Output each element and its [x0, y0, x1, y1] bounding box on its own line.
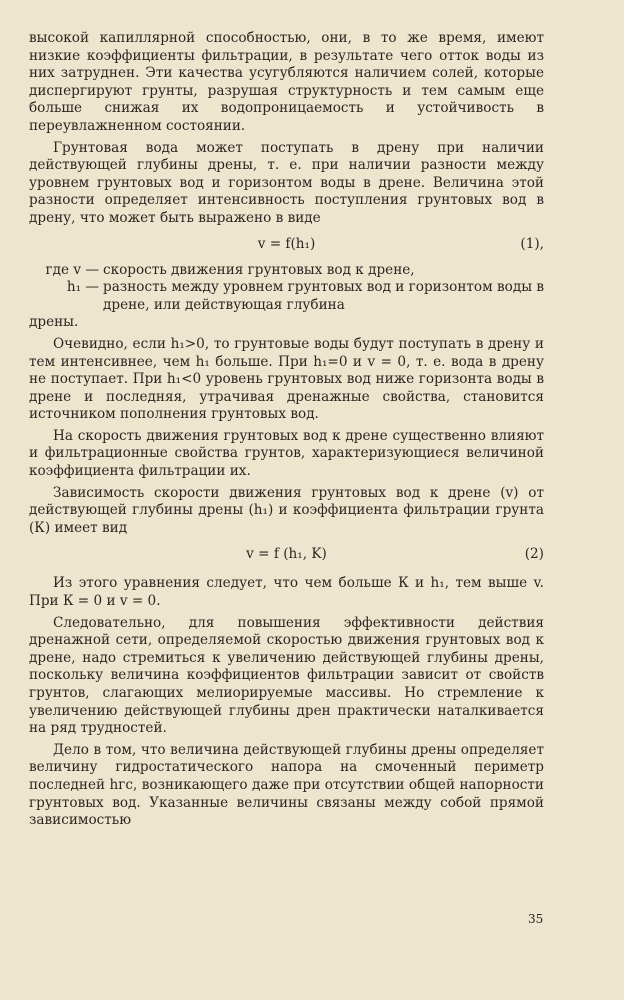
definition-h1 [29, 279, 544, 314]
paragraph-6: Из этого уравнения следует, что чем больше К и h₁, тем выше v. При К = 0 и v = 0. [29, 575, 544, 610]
formula-2-expression: v = f (h₁, K) [246, 545, 327, 562]
definition-h1-term: h₁ — [66, 279, 99, 296]
paragraph-7: Следовательно, для повышения эффективности действия дренажной сети, определяемой скоростью движения грунтовых вод к дрене, надо стремиться к увеличению действующей глубины дрены, поскольку величина коэффициентов фильтрации зависит от свойств грунтов, слагающих мелиорируемые массивы. Но стремление к увеличению действующей глубины дрен практически наталкивается на ряд трудностей. [29, 614, 544, 737]
definition-v-desc: скорость движения грунтовых вод к дрене, [103, 261, 415, 278]
paragraph-3: Очевидно, если h₁>0, то грунтовые воды будут поступать в дрену и тем интенсивнее, чем h₁ больше. При h₁=0 и v = 0, т. е. вода в дрену не поступает. При h₁<0 уровень грунтовых вод ниже горизонта воды в дрене и последняя, утрачивая дренажные свойства, становится источником пополнения грунтовых вод. [29, 335, 544, 423]
definition-v-term: где v — [45, 261, 99, 278]
paragraph-1: высокой капиллярной способностью, они, в то же время, имеют низкие коэффициенты фильтрации, в результате чего отток воды из них затруднен. Эти качества усугубляются наличием солей, которые диспергируют грунты, разрушая структурность и тем самым еще больше снижая их водопроницаемость и устойчивость в переувлажненном состоянии. [29, 30, 544, 134]
definition-v [29, 262, 544, 280]
paragraph-5: Зависимость скорости движения грунтовых вод к дрене (v) от действующей глубины дрены (h₁) и коэффициента фильтрации грунта (К) имеет вид [29, 484, 544, 536]
page-number: 35 [528, 912, 544, 926]
formula-2-number: (2) [524, 545, 544, 562]
formula-1 [29, 228, 544, 262]
formula-1-number: (1), [520, 235, 544, 252]
formula-1-expression: v = f(h₁) [257, 235, 316, 252]
paragraph-4: На скорость движения грунтовых вод к дрене существенно влияют и фильтрационные свойства грунтов, характеризующиеся величиной коэффициента фильтрации их. [29, 427, 544, 480]
formula-2 [29, 537, 544, 571]
definition-h1-desc: разность между уровнем грунтовых вод и горизонтом воды в дрене, или действующая глубина [103, 279, 544, 313]
definition-h1-continuation: дрены. [29, 314, 79, 331]
paragraph-2: Грунтовая вода может поступать в дрену при наличии действующей глубины дрены, т. е. при наличии разности между уровнем грунтовых вод и горизонтом воды в дрене. Величина этой разности определяет интенсивность поступления грунтовых вод в дрену, что может быть выражено в виде [29, 139, 544, 226]
page-text [29, 30, 544, 830]
paragraph-8: Дело в том, что величина действующей глубины дрены определяет величину гидростатического напора на смоченный периметр последней hгс, возникающего даже при отсутствии общей напорности грунтовых вод. Указанные величины связаны между собой прямой зависимостью [29, 741, 544, 829]
